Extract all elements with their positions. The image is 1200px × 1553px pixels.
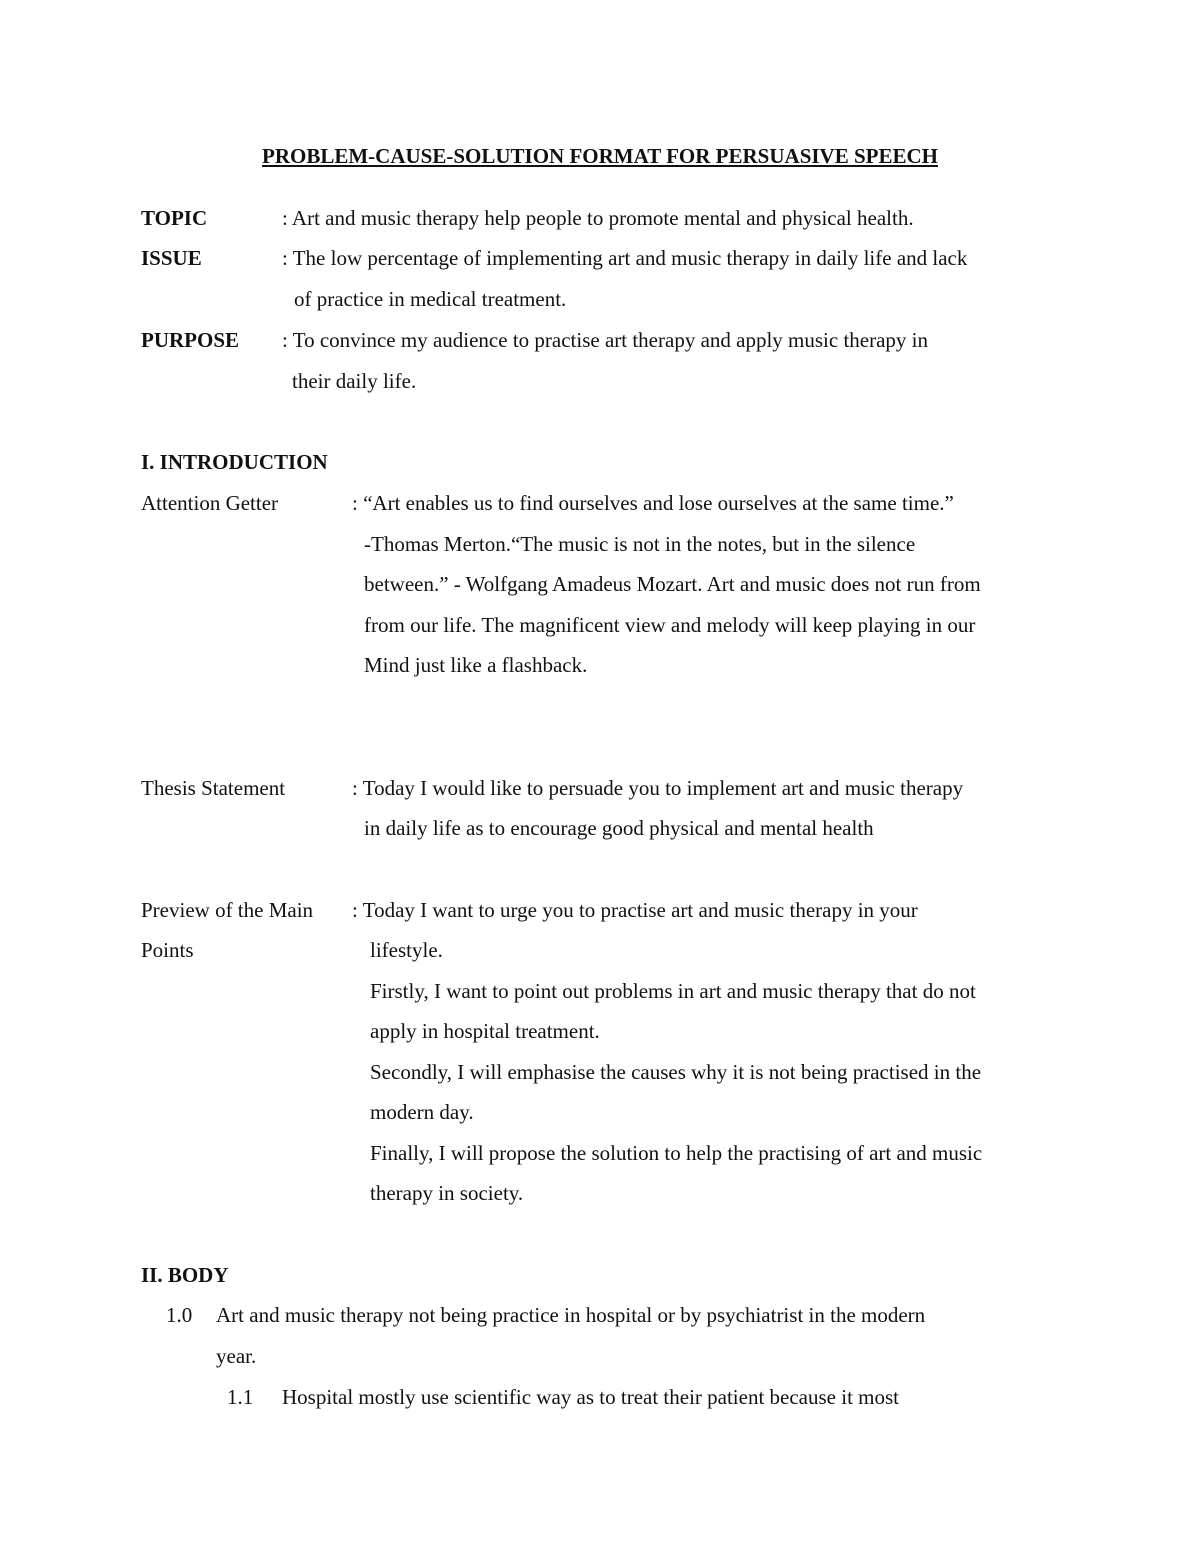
preview-line4: apply in hospital treatment. <box>370 1019 600 1043</box>
preview-label-line1: Preview of the Main <box>141 898 314 922</box>
preview-line5: Secondly, I will emphasise the causes why it is not being practised in the <box>370 1060 982 1084</box>
preview-line2: lifestyle. <box>370 938 443 962</box>
issue-text-line2: of practice in medical treatment. <box>294 287 567 311</box>
purpose-label: PURPOSE <box>141 328 240 352</box>
body-item-number-1-1: 1.1 <box>227 1385 254 1409</box>
body-item-1-0-line2: year. <box>216 1344 257 1368</box>
preview-line8: therapy in society. <box>370 1181 524 1205</box>
body-item-number-1-0: 1.0 <box>166 1303 193 1327</box>
issue-text-line1: : The low percentage of implementing art and music therapy in daily life and lack <box>282 246 968 270</box>
attention-getter-line3: between.” - Wolfgang Amadeus Mozart. Art and music does not run from <box>364 572 981 596</box>
preview-label-line2: Points <box>141 938 194 962</box>
introduction-heading: I. INTRODUCTION <box>141 450 328 474</box>
purpose-text-line2: their daily life. <box>292 369 417 393</box>
preview-line7: Finally, I will propose the solution to help the practising of art and music <box>370 1141 983 1165</box>
purpose-text-line1: : To convince my audience to practise art therapy and apply music therapy in <box>282 328 929 352</box>
body-item-1-1-line1: Hospital mostly use scientific way as to treat their patient because it most <box>282 1385 900 1409</box>
preview-line6: modern day. <box>370 1100 474 1124</box>
issue-label: ISSUE <box>141 246 202 270</box>
thesis-statement-line2: in daily life as to encourage good physical and mental health <box>364 816 874 840</box>
attention-getter-line2: -Thomas Merton.“The music is not in the notes, but in the silence <box>364 532 916 556</box>
body-heading: II. BODY <box>141 1263 229 1287</box>
attention-getter-line4: from our life. The magnificent view and melody will keep playing in our <box>364 613 976 637</box>
document-title: PROBLEM-CAUSE-SOLUTION FORMAT FOR PERSUASIVE SPEECH <box>262 144 938 168</box>
topic-label: TOPIC <box>141 206 208 230</box>
preview-line1: : Today I want to urge you to practise art and music therapy in your <box>352 898 918 922</box>
body-item-1-0-line1: Art and music therapy not being practice in hospital or by psychiatrist in the modern <box>216 1303 926 1327</box>
preview-line3: Firstly, I want to point out problems in art and music therapy that do not <box>370 979 976 1003</box>
thesis-statement-label: Thesis Statement <box>141 776 286 800</box>
attention-getter-line5: Mind just like a flashback. <box>364 653 588 677</box>
topic-text: : Art and music therapy help people to promote mental and physical health. <box>282 206 914 230</box>
thesis-statement-line1: : Today I would like to persuade you to implement art and music therapy <box>352 776 964 800</box>
attention-getter-label: Attention Getter <box>141 491 279 515</box>
attention-getter-line1: : “Art enables us to find ourselves and lose ourselves at the same time.” <box>352 491 954 515</box>
